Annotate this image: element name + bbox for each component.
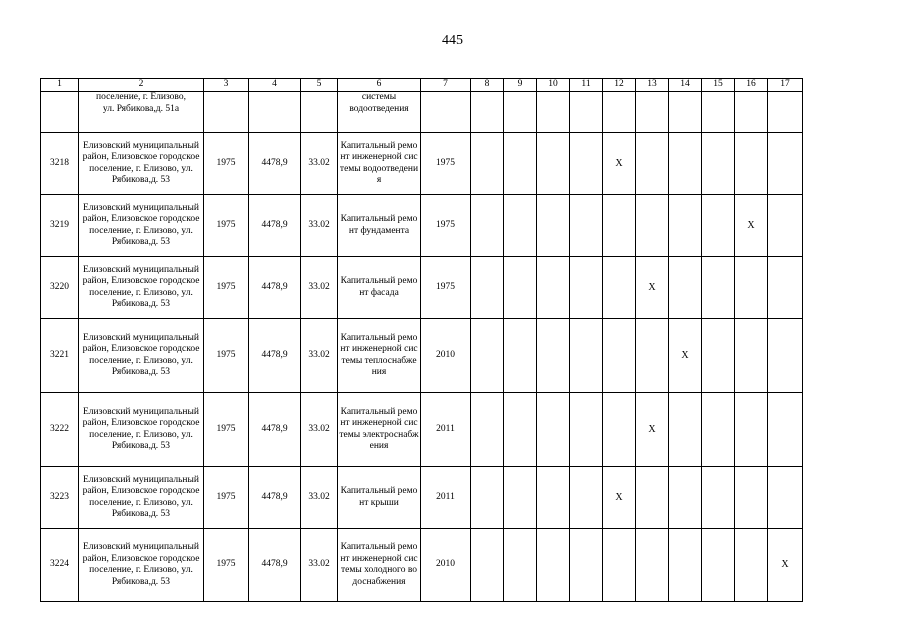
- cell-empty: [504, 92, 537, 133]
- row-id-cell: 3219: [41, 195, 79, 257]
- mark-cell: [735, 319, 768, 393]
- mark-cell: [669, 467, 702, 529]
- mark-cell: [669, 257, 702, 319]
- mark-cell: [702, 393, 735, 467]
- year-cell: 1975: [204, 319, 249, 393]
- mark-cell: [570, 257, 603, 319]
- column-header: 9: [504, 79, 537, 92]
- mark-cell: [603, 195, 636, 257]
- mark-cell: [735, 133, 768, 195]
- table-row: [41, 393, 803, 467]
- mark-cell: [537, 133, 570, 195]
- area-cell: 4478,9: [249, 133, 301, 195]
- mark-cell: [735, 529, 768, 602]
- mark-cell: [504, 195, 537, 257]
- cell-empty: [249, 92, 301, 133]
- mark-cell: [669, 133, 702, 195]
- mark-cell: [768, 195, 803, 257]
- row-id-cell: 3222: [41, 393, 79, 467]
- mark-cell: [537, 257, 570, 319]
- mark-cell: [636, 467, 669, 529]
- mark-cell: [471, 133, 504, 195]
- code-cell: 33.02: [301, 467, 338, 529]
- column-header: 1: [41, 79, 79, 92]
- work-cell: Капитальный ремонт крыши: [338, 467, 421, 529]
- area-cell: 4478,9: [249, 257, 301, 319]
- table-row: [41, 195, 803, 257]
- table-row: [41, 319, 803, 393]
- column-header: 5: [301, 79, 338, 92]
- plan-year-cell: 2011: [421, 393, 471, 467]
- work-cell: Капитальный ремонт инженерной системы холодного водоснабжения: [338, 529, 421, 602]
- mark-cell: [603, 257, 636, 319]
- address-cell: Елизовский муниципальный район, Елизовское городское поселение, г. Елизово, ул. Рябикова,д. 53: [79, 467, 204, 529]
- cell-empty: [636, 92, 669, 133]
- mark-cell: [504, 257, 537, 319]
- mark-cell: [702, 319, 735, 393]
- cell-empty: [301, 92, 338, 133]
- area-cell: 4478,9: [249, 467, 301, 529]
- mark-cell: [570, 529, 603, 602]
- cell-empty: [735, 92, 768, 133]
- mark-cell: [768, 467, 803, 529]
- code-cell: 33.02: [301, 133, 338, 195]
- column-header: 10: [537, 79, 570, 92]
- mark-cell: [570, 467, 603, 529]
- plan-year-cell: 1975: [421, 133, 471, 195]
- mark-cell: [768, 257, 803, 319]
- year-cell: 1975: [204, 529, 249, 602]
- column-header: 4: [249, 79, 301, 92]
- column-header: 8: [471, 79, 504, 92]
- work-cell: Капитальный ремонт инженерной системы водоотведения: [338, 133, 421, 195]
- mark-cell: [504, 529, 537, 602]
- code-cell: 33.02: [301, 393, 338, 467]
- work-cell: Капитальный ремонт фундамента: [338, 195, 421, 257]
- address-cell: Елизовский муниципальный район, Елизовское городское поселение, г. Елизово, ул. Рябикова,д. 53: [79, 529, 204, 602]
- cell-empty: [537, 92, 570, 133]
- mark-cell: [768, 319, 803, 393]
- mark-cell: [636, 133, 669, 195]
- area-cell: 4478,9: [249, 529, 301, 602]
- mark-cell: [570, 319, 603, 393]
- column-header: 6: [338, 79, 421, 92]
- mark-cell: X: [603, 467, 636, 529]
- mark-cell: [471, 257, 504, 319]
- mark-cell: X: [636, 393, 669, 467]
- mark-cell: X: [669, 319, 702, 393]
- mark-cell: [570, 133, 603, 195]
- mark-cell: [603, 393, 636, 467]
- mark-cell: [768, 133, 803, 195]
- cell-empty: [702, 92, 735, 133]
- mark-cell: X: [636, 257, 669, 319]
- column-header: 14: [669, 79, 702, 92]
- mark-cell: [636, 529, 669, 602]
- cell-empty: [669, 92, 702, 133]
- column-header: 11: [570, 79, 603, 92]
- code-cell: 33.02: [301, 257, 338, 319]
- mark-cell: [471, 319, 504, 393]
- header-row: [41, 79, 803, 92]
- year-cell: 1975: [204, 195, 249, 257]
- mark-cell: [471, 467, 504, 529]
- address-cell: Елизовский муниципальный район, Елизовское городское поселение, г. Елизово, ул. Рябикова,д. 53: [79, 319, 204, 393]
- cell-empty: [204, 92, 249, 133]
- cell-empty: [421, 92, 471, 133]
- code-cell: 33.02: [301, 529, 338, 602]
- row-id-cell: 3223: [41, 467, 79, 529]
- mark-cell: [735, 393, 768, 467]
- mark-cell: [504, 319, 537, 393]
- mark-cell: [537, 195, 570, 257]
- year-cell: 1975: [204, 133, 249, 195]
- table-row: [41, 467, 803, 529]
- mark-cell: [702, 133, 735, 195]
- mark-cell: [570, 393, 603, 467]
- column-header: 7: [421, 79, 471, 92]
- mark-cell: [504, 133, 537, 195]
- page-number: 445: [442, 33, 463, 48]
- year-cell: 1975: [204, 467, 249, 529]
- mark-cell: [702, 467, 735, 529]
- plan-year-cell: 2011: [421, 467, 471, 529]
- row-id-cell: 3218: [41, 133, 79, 195]
- row-id-cell: 3220: [41, 257, 79, 319]
- column-header: 3: [204, 79, 249, 92]
- address-cell: Елизовский муниципальный район, Елизовское городское поселение, г. Елизово, ул. Рябикова,д. 53: [79, 195, 204, 257]
- mark-cell: [537, 529, 570, 602]
- column-header: 17: [768, 79, 803, 92]
- mark-cell: [636, 319, 669, 393]
- code-cell: 33.02: [301, 195, 338, 257]
- work-cell: Капитальный ремонт фасада: [338, 257, 421, 319]
- address-cell: Елизовский муниципальный район, Елизовское городское поселение, г. Елизово, ул. Рябикова,д. 53: [79, 257, 204, 319]
- cell-empty: [603, 92, 636, 133]
- plan-year-cell: 2010: [421, 529, 471, 602]
- mark-cell: [603, 319, 636, 393]
- address-cell: Елизовский муниципальный район, Елизовское городское поселение, г. Елизово, ул. Рябикова,д. 53: [79, 393, 204, 467]
- row-id-cell: 3221: [41, 319, 79, 393]
- mark-cell: [537, 319, 570, 393]
- work-cell: системы водоотведения: [338, 92, 421, 133]
- mark-cell: X: [603, 133, 636, 195]
- mark-cell: [537, 467, 570, 529]
- year-cell: 1975: [204, 257, 249, 319]
- column-header: 16: [735, 79, 768, 92]
- mark-cell: [669, 393, 702, 467]
- area-cell: 4478,9: [249, 319, 301, 393]
- cell-empty: [471, 92, 504, 133]
- address-cell: Елизовский муниципальный район, Елизовское городское поселение, г. Елизово, ул. Рябикова,д. 53: [79, 133, 204, 195]
- mark-cell: [768, 393, 803, 467]
- mark-cell: X: [768, 529, 803, 602]
- table-row: [41, 529, 803, 602]
- mark-cell: [702, 257, 735, 319]
- cell-empty: [570, 92, 603, 133]
- row-id-cell: 3224: [41, 529, 79, 602]
- mark-cell: [669, 529, 702, 602]
- mark-cell: [735, 257, 768, 319]
- mark-cell: X: [735, 195, 768, 257]
- cell-empty: [41, 92, 79, 133]
- address-cell: поселение, г. Елизово, ул. Рябикова,д. 51а: [79, 92, 204, 133]
- plan-year-cell: 1975: [421, 257, 471, 319]
- plan-year-cell: 1975: [421, 195, 471, 257]
- work-schedule-table: [40, 78, 803, 602]
- table-row: [41, 133, 803, 195]
- mark-cell: [504, 393, 537, 467]
- code-cell: 33.02: [301, 319, 338, 393]
- plan-year-cell: 2010: [421, 319, 471, 393]
- work-cell: Капитальный ремонт инженерной системы теплоснабжения: [338, 319, 421, 393]
- column-header: 2: [79, 79, 204, 92]
- mark-cell: [636, 195, 669, 257]
- area-cell: 4478,9: [249, 393, 301, 467]
- mark-cell: [702, 195, 735, 257]
- mark-cell: [603, 529, 636, 602]
- mark-cell: [471, 529, 504, 602]
- mark-cell: [735, 467, 768, 529]
- column-header: 15: [702, 79, 735, 92]
- mark-cell: [471, 393, 504, 467]
- cell-empty: [768, 92, 803, 133]
- mark-cell: [702, 529, 735, 602]
- work-cell: Капитальный ремонт инженерной системы электроснабжения: [338, 393, 421, 467]
- mark-cell: [537, 393, 570, 467]
- column-header: 13: [636, 79, 669, 92]
- mark-cell: [471, 195, 504, 257]
- table-row-continuation: [41, 92, 803, 133]
- mark-cell: [669, 195, 702, 257]
- year-cell: 1975: [204, 393, 249, 467]
- table-row: [41, 257, 803, 319]
- mark-cell: [570, 195, 603, 257]
- area-cell: 4478,9: [249, 195, 301, 257]
- column-header: 12: [603, 79, 636, 92]
- mark-cell: [504, 467, 537, 529]
